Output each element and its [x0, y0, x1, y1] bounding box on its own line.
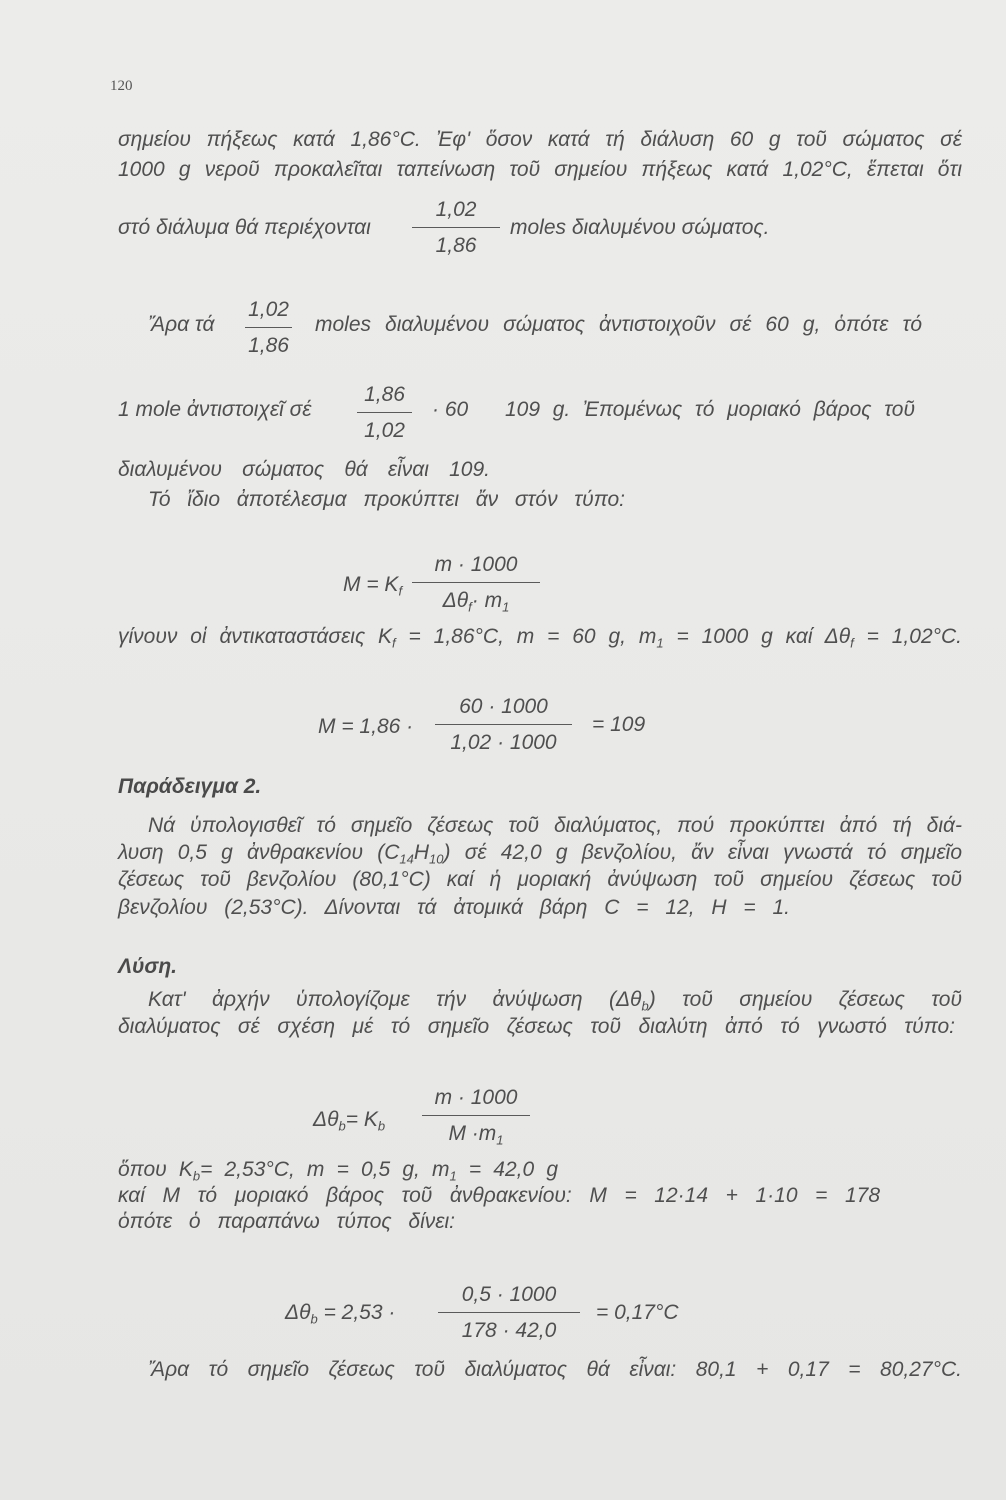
formula-4-fraction — [438, 1277, 580, 1349]
denominator: 1,86 — [248, 334, 289, 357]
subscript: b — [338, 1118, 346, 1134]
seg: = 1,86°C, m = 60 g, m — [395, 625, 657, 648]
seg: = 2,53°C, m = 0,5 g, m — [200, 1158, 450, 1181]
numerator: 1,02 — [412, 192, 500, 228]
seg: Δθ — [313, 1108, 339, 1131]
text-line-4-post: moles διαλυμένου σώματος ἀντιστοιχοῦν σέ 60 g, ὁπότε τό — [315, 313, 922, 336]
subscript: f — [850, 635, 854, 651]
text-line-5-post: 109 g. Ἐπομένως τό μοριακό βάρος τοῦ — [505, 398, 915, 421]
solution-line-2: διαλύματος σέ σχέση μέ τό σημεῖο ζέσεως τοῦ διαλύτη ἀπό τό γνωστό τύπο: — [118, 1015, 955, 1038]
den-part: · m — [471, 589, 503, 612]
page-number: 120 — [110, 78, 133, 94]
subscript: 1 — [656, 635, 664, 651]
subscript: 1 — [496, 1132, 504, 1148]
seg: = 42,0 g — [456, 1158, 558, 1181]
seg: λυση 0,5 g ἀνθρακενίου (C — [118, 841, 400, 864]
formula-3-lhs — [313, 1106, 385, 1134]
seg: Δθ — [285, 1301, 311, 1324]
fraction-line-4 — [245, 292, 292, 364]
formula-3-fraction — [422, 1080, 530, 1152]
formula-4-rhs: = 0,17°C — [596, 1301, 679, 1324]
subscript: 1 — [449, 1168, 457, 1184]
numerator: 0,5 · 1000 — [438, 1277, 580, 1313]
subscript: b — [310, 1311, 318, 1327]
den-part: M ·m — [448, 1122, 497, 1145]
where-line — [118, 1156, 558, 1184]
solution-heading: Λύση. — [118, 955, 178, 978]
fraction-line-5 — [357, 377, 412, 449]
example-line-4: βενζολίου (2,53°C). Δίνονται τά ἀτομικά βάρη C = 12, H = 1. — [118, 896, 790, 919]
denominator: 1,02 — [364, 419, 405, 442]
example-line-1: Νά ὑπολογισθεῖ τό σημεῖο ζέσεως τοῦ διαλύματος, πού προκύπτει ἀπό τή διά- — [148, 814, 962, 837]
seg: ὅπου K — [118, 1158, 193, 1181]
seg: = 1000 g καί Δθ — [663, 625, 851, 648]
numerator: 1,86 — [357, 377, 412, 413]
example-heading: Παράδειγμα 2. — [118, 775, 262, 798]
subscript: f — [468, 599, 472, 615]
seg: ) τοῦ σημείου ζέσεως τοῦ — [648, 988, 962, 1011]
numerator: m · 1000 — [422, 1080, 530, 1116]
text-line-6: διαλυμένου σώματος θά εἶναι 109. — [118, 458, 490, 481]
formula-2-fraction — [435, 689, 572, 761]
text-line-1: σημείου πήξεως κατά 1,86°C. Ἐφ' ὅσον κατά τή διάλυση 60 g τοῦ σώματος σέ — [118, 128, 962, 151]
denominator — [412, 583, 540, 619]
text-line-7: Τό ἴδιο ἀποτέλεσμα προκύπτει ἄν στόν τύπο: — [148, 488, 625, 511]
subscript: b — [641, 998, 649, 1014]
subscript: f — [392, 635, 396, 651]
numerator: 1,02 — [245, 292, 292, 328]
formula-1-lhs — [343, 571, 402, 599]
subscript: f — [398, 583, 403, 599]
seg: = 2,53 · — [317, 1301, 396, 1324]
seg: γίνουν οἱ ἀντικαταστάσεις K — [118, 625, 393, 648]
example-line-2 — [118, 839, 962, 867]
denominator: 178 · 42,0 — [461, 1319, 557, 1342]
denominator — [422, 1116, 530, 1152]
den-part: Δθ — [442, 589, 469, 612]
text-line-4-pre: Ἄρα τά — [148, 313, 215, 336]
then-line: ὁπότε ὁ παραπάνω τύπος δίνει: — [118, 1210, 455, 1233]
formula-1-lhs-text: M = K — [343, 573, 399, 596]
fraction-line-3 — [412, 192, 500, 264]
solution-line-1 — [148, 986, 962, 1014]
formula-1-fraction — [412, 547, 540, 619]
denominator: 1,02 · 1000 — [450, 731, 557, 754]
text-line-3-post: moles διαλυμένου σώματος. — [510, 216, 770, 239]
example-line-3: ζέσεως τοῦ βενζολίου (80,1°C) καί ἡ μοριακή ἀνύψωση τοῦ σημείου ζέσεως τοῦ — [118, 868, 962, 891]
subscript: b — [377, 1118, 386, 1134]
formula-2-rhs: = 109 — [592, 713, 646, 736]
subscript: 10 — [429, 851, 444, 867]
seg: ) σέ 42,0 g βενζολίου, ἄν εἶναι γνωστά τό σημεῖο — [443, 841, 963, 864]
seg: = 1,02°C. — [853, 625, 963, 648]
denominator: 1,86 — [435, 234, 477, 257]
subscript: 14 — [399, 851, 414, 867]
formula-2-lhs: M = 1,86 · — [318, 715, 414, 738]
seg: = K — [345, 1108, 378, 1131]
subscript: 1 — [502, 599, 510, 615]
seg: Κατ' ἀρχήν ὑπολογίζομε τήν ἀνύψωση (Δθ — [148, 988, 642, 1011]
text-line-2: 1000 g νεροῦ προκαλεῖται ταπείνωση τοῦ σημείου πήξεως κατά 1,02°C, ἕπεται ὅτι — [118, 158, 962, 181]
molar-mass-line: καί M τό μοριακό βάρος τοῦ ἀνθρακενίου: M = 12·14 + 1·10 = 178 — [118, 1184, 880, 1207]
subscript: b — [192, 1168, 201, 1184]
numerator: m · 1000 — [412, 547, 540, 583]
formula-4-lhs — [285, 1299, 395, 1327]
seg: H — [413, 841, 430, 864]
final-line: Ἄρα τό σημεῖο ζέσεως τοῦ διαλύματος θά εἶναι: 80,1 + 0,17 = 80,27°C. — [148, 1358, 962, 1381]
text-line-3-pre: στό διάλυμα θά περιέχονται — [118, 216, 371, 239]
substitutions-line — [118, 623, 962, 651]
text-line-5-mid: · 60 — [432, 398, 469, 421]
text-line-5-pre: 1 mole ἀντιστοιχεῖ σέ — [118, 398, 312, 421]
numerator: 60 · 1000 — [435, 689, 572, 725]
